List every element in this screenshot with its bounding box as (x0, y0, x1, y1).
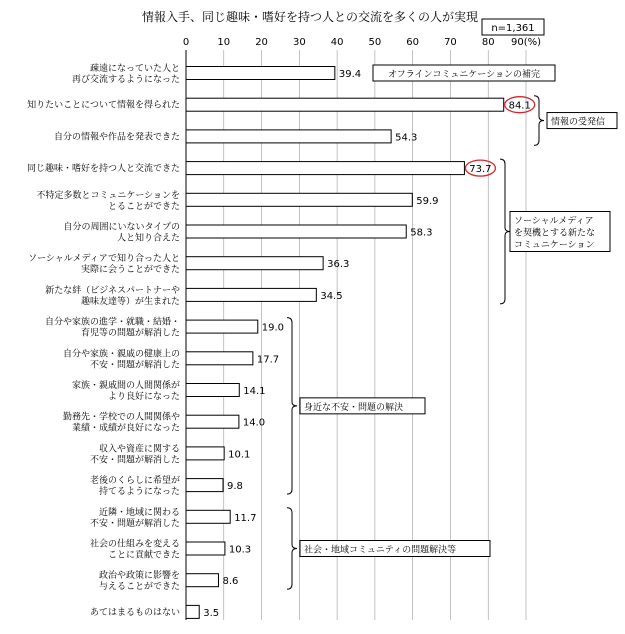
group-label (304, 401, 403, 413)
group-label (304, 544, 456, 556)
group-label-line: を契機とする新たな (514, 228, 596, 239)
value-label: 58.3 (410, 227, 433, 239)
category-label (90, 538, 180, 561)
category-label-line: 近隣・地域に関わる (98, 507, 180, 518)
bar (186, 193, 412, 206)
category-label (90, 442, 180, 465)
category-label-line: 人と知り合えた (116, 233, 180, 244)
x-tick-label: 20 (255, 37, 268, 48)
category-label-line: 不安・問題が解消した (89, 518, 180, 529)
category-label-line: 疎遠になっていた人と (89, 64, 180, 74)
category-label-line: あてはまるものはない (89, 607, 180, 618)
category-label (72, 379, 180, 402)
value-label: 9.8 (227, 481, 243, 493)
value-label: 36.3 (327, 259, 350, 271)
category-label-line: 収入や資産に関する (98, 444, 180, 455)
category-label-line: ことに貢献できた (107, 550, 180, 561)
category-label-line: 不特定多数とコミュニケーションを (36, 190, 180, 201)
bar (186, 510, 230, 523)
category-label-line: 社会の仕組みを変える (89, 539, 180, 550)
category-label-line: 育児等の問題が解消した (80, 328, 180, 339)
bar (186, 320, 258, 333)
x-tick-label: 10 (217, 37, 231, 48)
group-label-line: 情報の受発信 (551, 117, 606, 128)
category-label (27, 162, 180, 174)
x-tick-label: 60 (406, 37, 420, 48)
category-label (90, 474, 180, 497)
bar (186, 447, 224, 460)
category-label-line: 自分の周囲にいないタイプの (63, 222, 180, 233)
bar (186, 288, 316, 301)
category-label (63, 221, 180, 244)
bar (186, 162, 464, 175)
group-annotations (287, 65, 617, 589)
category-label-line: 不安・問題が解消した (89, 360, 180, 371)
bar (186, 67, 335, 80)
category-label-line: とることができた (107, 201, 180, 212)
x-tick-label: 40 (330, 37, 344, 48)
group-label-line: 身近な不安・問題の解決 (304, 402, 404, 413)
group-label (551, 116, 605, 128)
category-label-line: 家族・親戚間の人間関係が (71, 381, 180, 391)
category-label-line: 再び交流するようになった (71, 75, 180, 85)
category-label-line: より良好になった (107, 392, 180, 402)
value-label: 10.3 (228, 544, 252, 556)
category-label-line: 政治や政策に影響を (98, 571, 180, 582)
category-label-line: 新たな絆（ビジネスパートナーや (45, 285, 180, 296)
group-label-line: ソーシャルメディア (514, 216, 594, 227)
category-label (54, 130, 180, 142)
x-axis-ticks (183, 37, 541, 48)
category-label (63, 411, 180, 434)
x-tick-label: 0 (182, 37, 190, 48)
value-label: 8.6 (222, 576, 239, 588)
value-label: 54.3 (395, 132, 418, 144)
category-label (63, 347, 180, 370)
bar (186, 225, 406, 238)
value-label: 14.1 (243, 386, 266, 397)
category-label-line: 知りたいことについて情報を得られた (27, 100, 180, 111)
category-label (37, 189, 180, 212)
category-label (99, 569, 180, 592)
category-label-line: 趣味友達等）が生まれた (80, 296, 180, 307)
category-label-line: 自分や家族の進学・就職・結婚・ (44, 317, 180, 328)
category-label-line: 自分や家族・親戚の健康上の (62, 349, 180, 360)
category-label-line: 老後のくらしに希望が (89, 476, 180, 487)
value-label: 73.7 (469, 164, 492, 176)
value-label: 19.0 (261, 322, 285, 334)
x-tick-label: 50 (368, 37, 382, 48)
value-label: 34.5 (320, 290, 343, 302)
category-label (27, 99, 180, 111)
bar (186, 479, 223, 492)
value-label: 39.4 (338, 69, 362, 80)
bar (186, 130, 391, 143)
group-label-line: コミュニケーション (514, 240, 595, 251)
group-brace (534, 96, 544, 146)
value-label: 10.1 (228, 449, 251, 461)
value-label: 17.7 (256, 354, 280, 366)
value-label: 59.9 (416, 195, 439, 207)
bar (186, 98, 504, 111)
group-brace (287, 318, 297, 495)
category-label (45, 284, 180, 307)
bars (186, 67, 535, 619)
value-label: 3.5 (203, 607, 220, 619)
category-label-line: 与えることができた (98, 582, 180, 593)
category-label-line: 持てるようになった (98, 487, 180, 498)
category-label (28, 252, 180, 275)
value-label: 84.1 (508, 100, 531, 112)
bar (186, 605, 199, 618)
category-label (72, 62, 180, 85)
category-label-line: ソーシャルメディアで知り合った人と (28, 254, 180, 265)
x-tick-label: 90(%) (510, 37, 542, 48)
x-tick-label: 70 (444, 37, 457, 48)
chart-title: 情報入手、同じ趣味・嗜好を持つ人との交流を多くの人が実現 (141, 10, 479, 24)
group-label-line: 社会・地域コミュニティの問題解決等 (304, 545, 457, 556)
category-label (90, 506, 180, 529)
bar (186, 415, 239, 428)
group-brace (500, 159, 510, 304)
category-label-line: 同じ趣味・嗜好を持つ人と交流できた (26, 164, 180, 175)
bar (186, 352, 253, 365)
bar (186, 384, 239, 397)
group-brace (287, 508, 297, 589)
category-label-line: 業績・成績が良好になった (71, 423, 180, 434)
group-label (514, 216, 595, 251)
category-label-line: 勤務先・学校での人間関係や (62, 412, 180, 423)
category-label (90, 607, 180, 618)
category-labels (27, 62, 180, 618)
sample-size-note: n=1,361 (491, 23, 535, 34)
category-label-line: 自分の情報や作品を発表できた (53, 132, 180, 143)
x-tick-label: 30 (292, 37, 306, 48)
category-label-line: 実際に会うことができた (80, 265, 180, 276)
group-label: オフラインコミュニケーションの補完 (388, 70, 540, 80)
x-tick-label: 80 (481, 37, 495, 48)
category-label (45, 316, 180, 339)
category-label-line: 不安・問題が解消した (89, 455, 180, 466)
bar (186, 574, 218, 587)
value-label: 14.0 (242, 417, 266, 429)
bar (186, 257, 323, 270)
value-label: 11.7 (234, 512, 257, 524)
bar (186, 542, 225, 555)
